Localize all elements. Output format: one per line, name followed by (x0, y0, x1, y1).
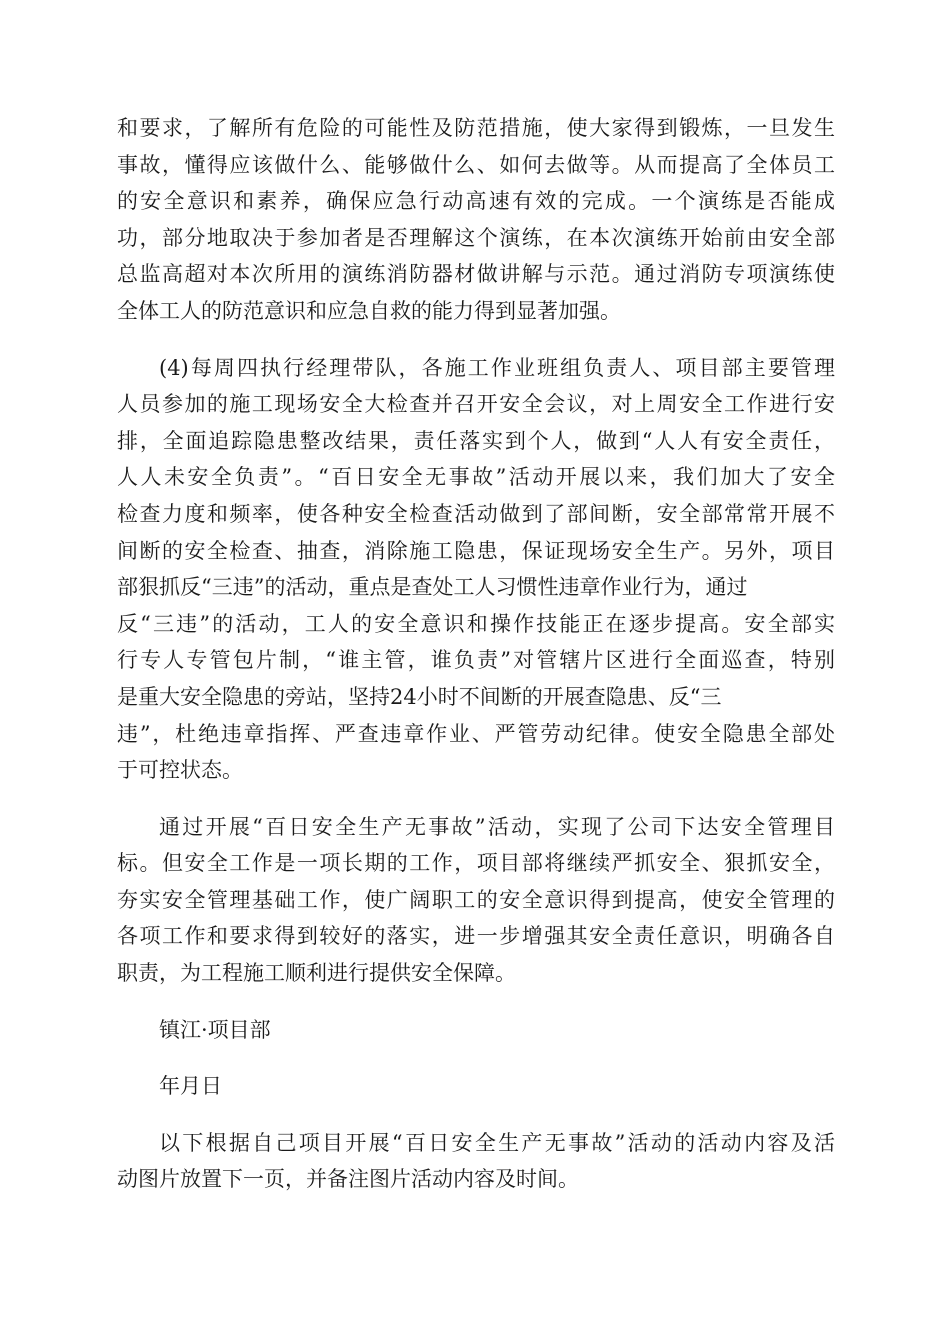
text-line: 违”，杜绝违章指挥、严查违章作业、严管劳动纪律。使安全隐患全部处 (117, 721, 835, 746)
text-line: 检查力度和频率，使各种安全检查活动做到了部间断，安全部常常开展不 (117, 501, 835, 526)
text-line: 的安全意识和素养，确保应急行动高速有效的完成。一个演练是否能成 (117, 189, 835, 214)
text-line: 动图片放置下一页，并备注图片活动内容及时间。 (117, 1167, 579, 1192)
text-line: 以下根据自己项目开展“百日安全生产无事故”活动的活动内容及活 (159, 1130, 835, 1155)
text-line: 部狠抓反“三违”的活动，重点是查处工人习惯性违章作业行为，通过 (117, 575, 748, 600)
text-line: 夯实安全管理基础工作，使广阔职工的安全意识得到提高，使安全管理的 (117, 887, 835, 912)
text-line: 排，全面追踪隐患整改结果，责任落实到个人，做到“人人有安全责任， (117, 428, 835, 453)
document-page (117, 110, 835, 1198)
text-line: 镇江·项目部 (159, 1017, 271, 1042)
signature-date (117, 1068, 835, 1105)
paragraph-weekly-inspection (117, 350, 835, 789)
text-line: 于可控状态。 (117, 758, 243, 783)
signature-organization (117, 1012, 835, 1049)
text-line: (4)每周四执行经理带队，各施工作业班组负责人、项目部主要管理 (159, 355, 835, 380)
text-line: 人人未安全负责”。“百日安全无事故”活动开展以来，我们加大了安全 (117, 465, 835, 490)
paragraph-drill-summary (117, 110, 835, 330)
text-line: 全体工人的防范意识和应急自救的能力得到显著加强。 (117, 298, 621, 323)
text-line: 是重大安全隐患的旁站，坚持24小时不间断的开展查隐患、反“三 (117, 684, 722, 709)
text-line: 和要求，了解所有危险的可能性及防范措施，使大家得到锻炼，一旦发生 (117, 116, 835, 140)
text-line: 反“三违”的活动，工人的安全意识和操作技能正在逐步提高。安全部实 (117, 611, 835, 636)
text-line: 人员参加的施工现场安全大检查并召开安全会议，对上周安全工作进行安 (117, 392, 835, 417)
text-line: 总监高超对本次所用的演练消防器材做讲解与示范。通过消防专项演练使 (117, 262, 835, 287)
text-line: 各项工作和要求得到较好的落实，进一步增强其安全责任意识，明确各自 (117, 924, 835, 949)
paragraph-photo-note (117, 1125, 835, 1198)
text-line: 职责，为工程施工顺利进行提供安全保障。 (117, 961, 516, 986)
text-line: 功，部分地取决于参加者是否理解这个演练，在本次演练开始前由安全部 (117, 225, 835, 250)
text-line: 间断的安全检查、抽查，消除施工隐患，保证现场安全生产。另外，项目 (117, 538, 835, 563)
paragraph-conclusion (117, 809, 835, 992)
text-line: 年月日 (159, 1074, 222, 1099)
text-line: 事故，懂得应该做什么、能够做什么、如何去做等。从而提高了全体员工 (117, 152, 835, 177)
text-line: 行专人专管包片制，“谁主管，谁负责”对管辖片区进行全面巡查，特别 (117, 648, 835, 673)
text-line: 通过开展“百日安全生产无事故”活动，实现了公司下达安全管理目 (159, 814, 835, 839)
text-line: 标。但安全工作是一项长期的工作，项目部将继续严抓安全、狠抓安全， (117, 851, 835, 876)
